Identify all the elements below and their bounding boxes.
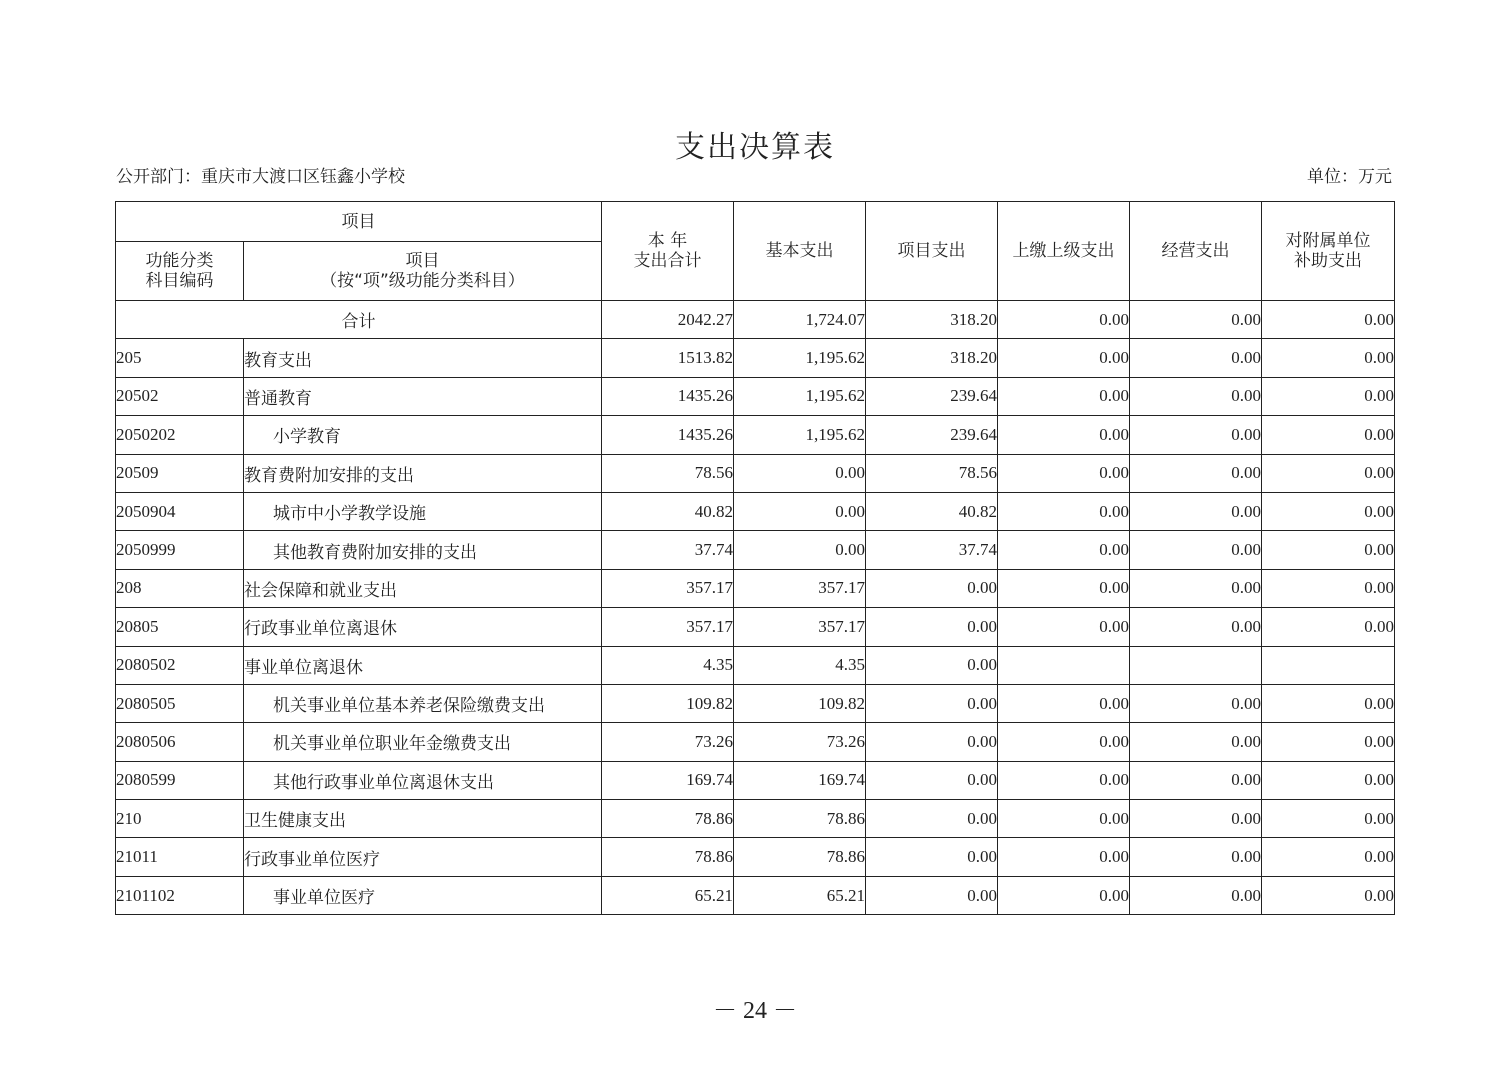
row-basic: 73.26 xyxy=(734,723,866,761)
row-total: 357.17 xyxy=(602,569,734,607)
row-business xyxy=(1130,646,1262,684)
header-basic: 基本支出 xyxy=(734,202,866,301)
row-business: 0.00 xyxy=(1130,454,1262,492)
row-name: 卫生健康支出 xyxy=(244,800,602,838)
row-total: 169.74 xyxy=(602,761,734,799)
row-name: 城市中小学教学设施 xyxy=(244,492,602,530)
row-project: 0.00 xyxy=(866,876,998,914)
row-basic: 109.82 xyxy=(734,684,866,722)
total-project: 318.20 xyxy=(866,301,998,339)
header-total xyxy=(602,202,734,301)
row-business: 0.00 xyxy=(1130,876,1262,914)
row-upper: 0.00 xyxy=(998,608,1130,646)
total-basic: 1,724.07 xyxy=(734,301,866,339)
row-name: 其他行政事业单位离退休支出 xyxy=(244,761,602,799)
row-name: 机关事业单位基本养老保险缴费支出 xyxy=(244,684,602,722)
row-code: 21011 xyxy=(116,838,244,876)
row-project: 0.00 xyxy=(866,684,998,722)
row-upper: 0.00 xyxy=(998,876,1130,914)
table-row xyxy=(116,684,1395,722)
row-total: 78.86 xyxy=(602,800,734,838)
row-name: 教育费附加安排的支出 xyxy=(244,454,602,492)
total-subsidy: 0.00 xyxy=(1262,301,1395,339)
header-project: 项目支出 xyxy=(866,202,998,301)
row-total: 357.17 xyxy=(602,608,734,646)
row-total: 73.26 xyxy=(602,723,734,761)
row-subsidy: 0.00 xyxy=(1262,454,1395,492)
table-row xyxy=(116,876,1395,914)
header-subsidy-line2: 补助支出 xyxy=(1294,251,1362,271)
row-project: 0.00 xyxy=(866,838,998,876)
row-basic: 0.00 xyxy=(734,531,866,569)
table-row xyxy=(116,838,1395,876)
row-business: 0.00 xyxy=(1130,761,1262,799)
page-number: － 24 － xyxy=(713,998,797,1024)
row-business: 0.00 xyxy=(1130,377,1262,415)
row-basic: 1,195.62 xyxy=(734,416,866,454)
row-total: 37.74 xyxy=(602,531,734,569)
row-code: 20509 xyxy=(116,454,244,492)
row-name: 行政事业单位医疗 xyxy=(244,838,602,876)
header-business: 经营支出 xyxy=(1130,202,1262,301)
row-basic: 169.74 xyxy=(734,761,866,799)
row-subsidy: 0.00 xyxy=(1262,876,1395,914)
table-row xyxy=(116,416,1395,454)
header-item xyxy=(244,242,602,301)
header-total-line1: 本 年 xyxy=(647,231,688,251)
row-subsidy: 0.00 xyxy=(1262,723,1395,761)
row-upper: 0.00 xyxy=(998,761,1130,799)
header-subsidy xyxy=(1262,202,1395,301)
row-name: 教育支出 xyxy=(244,339,602,377)
row-code: 20502 xyxy=(116,377,244,415)
row-basic: 4.35 xyxy=(734,646,866,684)
row-project: 239.64 xyxy=(866,377,998,415)
row-business: 0.00 xyxy=(1130,569,1262,607)
row-code: 2080506 xyxy=(116,723,244,761)
header-func-code xyxy=(116,242,244,301)
row-upper: 0.00 xyxy=(998,339,1130,377)
row-name: 其他教育费附加安排的支出 xyxy=(244,531,602,569)
header-item-line2: （按“项”级功能分类科目） xyxy=(320,271,525,291)
total-upper: 0.00 xyxy=(998,301,1130,339)
row-subsidy: 0.00 xyxy=(1262,377,1395,415)
header-func-code-line1: 功能分类 xyxy=(145,251,214,271)
table-row xyxy=(116,761,1395,799)
row-subsidy xyxy=(1262,646,1395,684)
row-total: 78.56 xyxy=(602,454,734,492)
table-row xyxy=(116,608,1395,646)
header-upper: 上缴上级支出 xyxy=(998,202,1130,301)
row-code: 20805 xyxy=(116,608,244,646)
row-total: 1435.26 xyxy=(602,377,734,415)
row-name: 小学教育 xyxy=(244,416,602,454)
total-label: 合计 xyxy=(116,301,602,339)
row-basic: 357.17 xyxy=(734,569,866,607)
row-project: 318.20 xyxy=(866,339,998,377)
row-business: 0.00 xyxy=(1130,531,1262,569)
row-code: 210 xyxy=(116,800,244,838)
row-total: 78.86 xyxy=(602,838,734,876)
row-subsidy: 0.00 xyxy=(1262,416,1395,454)
row-name: 事业单位离退休 xyxy=(244,646,602,684)
row-total: 109.82 xyxy=(602,684,734,722)
table-row xyxy=(116,800,1395,838)
header-total-line2: 支出合计 xyxy=(633,251,702,271)
row-project: 239.64 xyxy=(866,416,998,454)
row-name: 机关事业单位职业年金缴费支出 xyxy=(244,723,602,761)
expenditure-table xyxy=(115,201,1395,915)
row-upper: 0.00 xyxy=(998,454,1130,492)
table-row xyxy=(116,646,1395,684)
row-total: 4.35 xyxy=(602,646,734,684)
row-basic: 0.00 xyxy=(734,492,866,530)
row-code: 2080505 xyxy=(116,684,244,722)
row-project: 0.00 xyxy=(866,723,998,761)
page-title: 支出决算表 xyxy=(675,130,835,165)
table-row xyxy=(116,531,1395,569)
row-project: 37.74 xyxy=(866,531,998,569)
row-upper: 0.00 xyxy=(998,569,1130,607)
row-code: 2050904 xyxy=(116,492,244,530)
row-subsidy: 0.00 xyxy=(1262,838,1395,876)
table-row xyxy=(116,454,1395,492)
row-business: 0.00 xyxy=(1130,492,1262,530)
row-upper xyxy=(998,646,1130,684)
row-upper: 0.00 xyxy=(998,684,1130,722)
row-project: 78.56 xyxy=(866,454,998,492)
row-code: 2080599 xyxy=(116,761,244,799)
row-upper: 0.00 xyxy=(998,723,1130,761)
row-project: 0.00 xyxy=(866,569,998,607)
row-code: 2101102 xyxy=(116,876,244,914)
row-subsidy: 0.00 xyxy=(1262,531,1395,569)
row-business: 0.00 xyxy=(1130,339,1262,377)
row-basic: 65.21 xyxy=(734,876,866,914)
row-total: 1513.82 xyxy=(602,339,734,377)
row-total: 1435.26 xyxy=(602,416,734,454)
row-subsidy: 0.00 xyxy=(1262,761,1395,799)
row-code: 2050202 xyxy=(116,416,244,454)
row-name: 行政事业单位离退休 xyxy=(244,608,602,646)
row-subsidy: 0.00 xyxy=(1262,608,1395,646)
row-code: 2050999 xyxy=(116,531,244,569)
total-business: 0.00 xyxy=(1130,301,1262,339)
row-project: 0.00 xyxy=(866,761,998,799)
row-code: 2080502 xyxy=(116,646,244,684)
table-row xyxy=(116,339,1395,377)
row-basic: 0.00 xyxy=(734,454,866,492)
row-project: 40.82 xyxy=(866,492,998,530)
row-subsidy: 0.00 xyxy=(1262,684,1395,722)
row-code: 205 xyxy=(116,339,244,377)
header-item-line1: 项目 xyxy=(405,251,440,271)
total-row xyxy=(116,301,1395,339)
row-basic: 1,195.62 xyxy=(734,377,866,415)
row-upper: 0.00 xyxy=(998,377,1130,415)
row-subsidy: 0.00 xyxy=(1262,800,1395,838)
row-business: 0.00 xyxy=(1130,838,1262,876)
table-row xyxy=(116,492,1395,530)
row-basic: 357.17 xyxy=(734,608,866,646)
row-project: 0.00 xyxy=(866,646,998,684)
row-project: 0.00 xyxy=(866,608,998,646)
table-row xyxy=(116,569,1395,607)
header-subsidy-line1: 对附属单位 xyxy=(1285,231,1371,251)
row-total: 65.21 xyxy=(602,876,734,914)
row-upper: 0.00 xyxy=(998,800,1130,838)
department-label: 公开部门：重庆市大渡口区钰鑫小学校 xyxy=(116,167,405,187)
row-total: 40.82 xyxy=(602,492,734,530)
row-upper: 0.00 xyxy=(998,416,1130,454)
row-business: 0.00 xyxy=(1130,684,1262,722)
table-row xyxy=(116,723,1395,761)
row-name: 普通教育 xyxy=(244,377,602,415)
row-upper: 0.00 xyxy=(998,838,1130,876)
unit-label: 单位：万元 xyxy=(1307,167,1392,187)
row-basic: 78.86 xyxy=(734,838,866,876)
row-subsidy: 0.00 xyxy=(1262,569,1395,607)
row-name: 事业单位医疗 xyxy=(244,876,602,914)
row-subsidy: 0.00 xyxy=(1262,339,1395,377)
row-basic: 1,195.62 xyxy=(734,339,866,377)
row-business: 0.00 xyxy=(1130,608,1262,646)
header-project-group: 项目 xyxy=(116,202,602,242)
table-row xyxy=(116,377,1395,415)
row-code: 208 xyxy=(116,569,244,607)
row-upper: 0.00 xyxy=(998,492,1130,530)
row-business: 0.00 xyxy=(1130,416,1262,454)
header-row-1 xyxy=(116,202,1395,242)
row-upper: 0.00 xyxy=(998,531,1130,569)
row-project: 0.00 xyxy=(866,800,998,838)
row-basic: 78.86 xyxy=(734,800,866,838)
row-business: 0.00 xyxy=(1130,723,1262,761)
row-subsidy: 0.00 xyxy=(1262,492,1395,530)
header-func-code-line2: 科目编码 xyxy=(145,271,214,291)
row-name: 社会保障和就业支出 xyxy=(244,569,602,607)
row-business: 0.00 xyxy=(1130,800,1262,838)
total-total: 2042.27 xyxy=(602,301,734,339)
